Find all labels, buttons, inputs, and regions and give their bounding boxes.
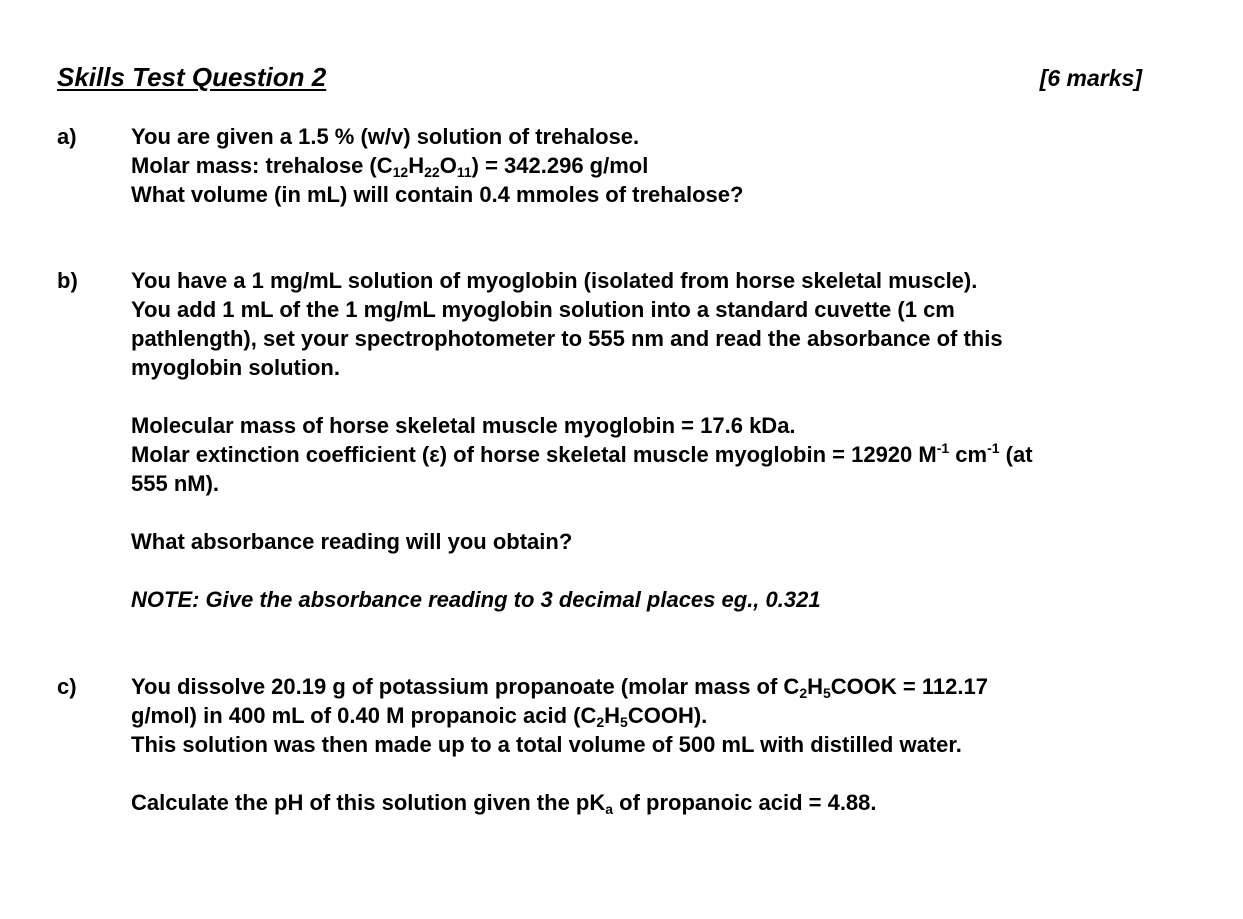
question-b-line-7: 555 nM). [131, 471, 220, 496]
question-a-line-3: What volume (in mL) will contain 0.4 mmoles of trehalose? [131, 182, 744, 207]
question-c-label: c) [57, 674, 77, 699]
question-b-note: NOTE: Give the absorbance reading to 3 decimal places eg., 0.321 [131, 587, 821, 612]
question-a-body [131, 122, 1171, 209]
question-c-line-2: g/mol) in 400 mL of 0.40 M propanoic acid $(C_2H_5COOH)$. [131, 703, 708, 730]
question-c-line-1: You dissolve 20.19 g of potassium propanoate (molar mass of $C_2H_5COOK = 112.17$ [131, 674, 988, 701]
question-a-line-1: You are given a 1.5 % (w/v) solution of trehalose. [131, 124, 640, 149]
question-b-line-3: pathlength), set your spectrophotometer to 555 nm and read the absorbance of this [131, 326, 1003, 351]
question-c-body [131, 672, 1171, 817]
question-b-line-6: Molar extinction coefficient (ε) of horse skeletal muscle myoglobin = 12920 $M^{-1}$ $cm^{-1}$ (at [131, 440, 1033, 467]
question-c-line-3: This solution was then made up to a total volume of 500 mL with distilled water. [131, 732, 962, 757]
question-a-line-2: Molar mass: trehalose $(C_{12}H_{22}O_{11}) = 342.296$ g/mol [131, 153, 649, 180]
question-b-line-1: You have a 1 mg/mL solution of myoglobin (isolated from horse skeletal muscle). [131, 268, 978, 293]
question-b-line-2: You add 1 mL of the 1 mg/mL myoglobin solution into a standard cuvette (1 cm [131, 297, 955, 322]
question-b-line-5: Molecular mass of horse skeletal muscle myoglobin = 17.6 kDa. [131, 413, 796, 438]
question-b-body [131, 266, 1171, 614]
question-b-line-4: myoglobin solution. [131, 355, 340, 380]
marks-label: [6 marks] [1039, 65, 1142, 91]
question-c-line-4: Calculate the pH of this solution given the $pK_a$ of propanoic acid = 4.88. [131, 790, 877, 817]
page-title: Skills Test Question 2 [57, 62, 327, 92]
question-a-label: a) [57, 124, 77, 149]
question-b-line-8: What absorbance reading will you obtain? [131, 529, 573, 554]
question-b-label: b) [57, 268, 78, 293]
